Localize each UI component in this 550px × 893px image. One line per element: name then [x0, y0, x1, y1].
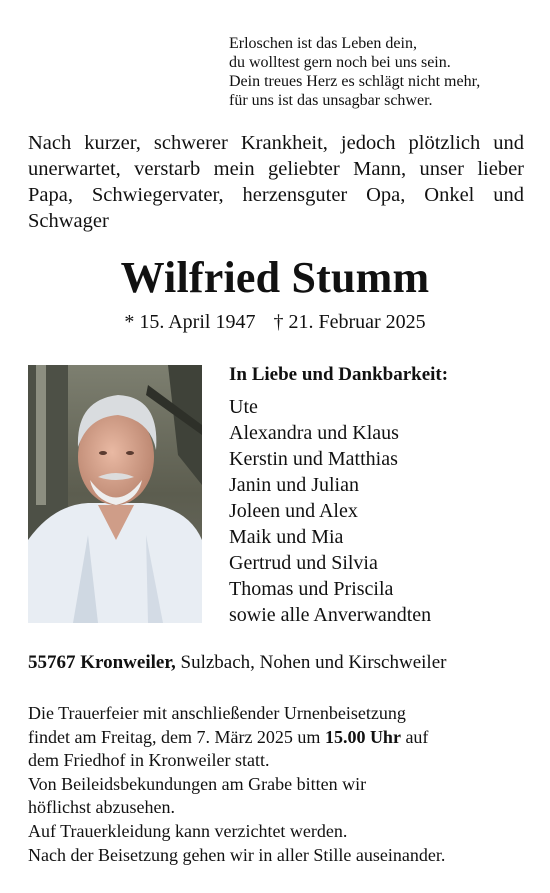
intro-text: Nach kurzer, schwerer Krankheit, jedoch plötzlich und unerwartet, verstarb mein geliebter Mann, unser lieber Papa, Schwiegervater, herzensguter Opa, Onkel und Schwager [28, 132, 524, 232]
notice-line: höflichst abzusehen. [28, 797, 175, 818]
poem-line: du wolltest gern noch bei uns sein. [229, 54, 451, 71]
thanks-heading: In Liebe und Dankbarkeit: [229, 364, 449, 385]
notice-line: Auf Trauerkleidung kann verzichtet werden. [28, 820, 348, 841]
family-member: Joleen und Alex [229, 500, 358, 522]
notice-line: dem Friedhof in Kronweiler statt. [28, 750, 270, 771]
funeral-notice [28, 702, 528, 867]
family-member: Kerstin und Matthias [229, 448, 398, 470]
family-member: Maik und Mia [229, 526, 344, 548]
family-member: Alexandra und Klaus [229, 422, 399, 444]
place-others: Sulzbach, Nohen und Kirschweiler [175, 652, 447, 673]
family-member: Janin und Julian [229, 474, 359, 496]
notice-date-tail: auf [400, 726, 429, 747]
birth-date: * 15. April 1947 [124, 311, 256, 333]
notice-line: Von Beileidsbekundungen am Grabe bitten wir [28, 773, 367, 794]
poem [229, 34, 480, 110]
place-line [28, 652, 446, 674]
life-dates [0, 311, 550, 334]
family-member: Gertrud und Silvia [229, 552, 378, 574]
notice-line: Die Trauerfeier mit anschließender Urnenbeisetzung [28, 703, 406, 723]
family-member: Ute [229, 396, 258, 418]
poem-line: Erloschen ist das Leben dein, [229, 35, 417, 52]
family-list [229, 394, 431, 628]
notice-line [28, 726, 528, 750]
notice-time: 15.00 Uhr [324, 726, 401, 747]
family-member: sowie alle Anverwandten [229, 604, 432, 626]
notice-date-text: findet am Freitag, dem 7. März 2025 um [28, 726, 325, 747]
poem-line: für uns ist das unsagbar schwer. [229, 92, 433, 109]
place-primary: 55767 Kronweiler, [28, 652, 176, 673]
notice-line: Nach der Beisetzung gehen wir in aller Stille auseinander. [28, 844, 446, 865]
portrait-photo [28, 365, 202, 623]
poem-line: Dein treues Herz es schlägt nicht mehr, [229, 73, 481, 90]
death-date: † 21. Februar 2025 [273, 311, 426, 333]
family-member: Thomas und Priscila [229, 578, 394, 600]
deceased-name: Wilfried Stumm [120, 253, 430, 302]
